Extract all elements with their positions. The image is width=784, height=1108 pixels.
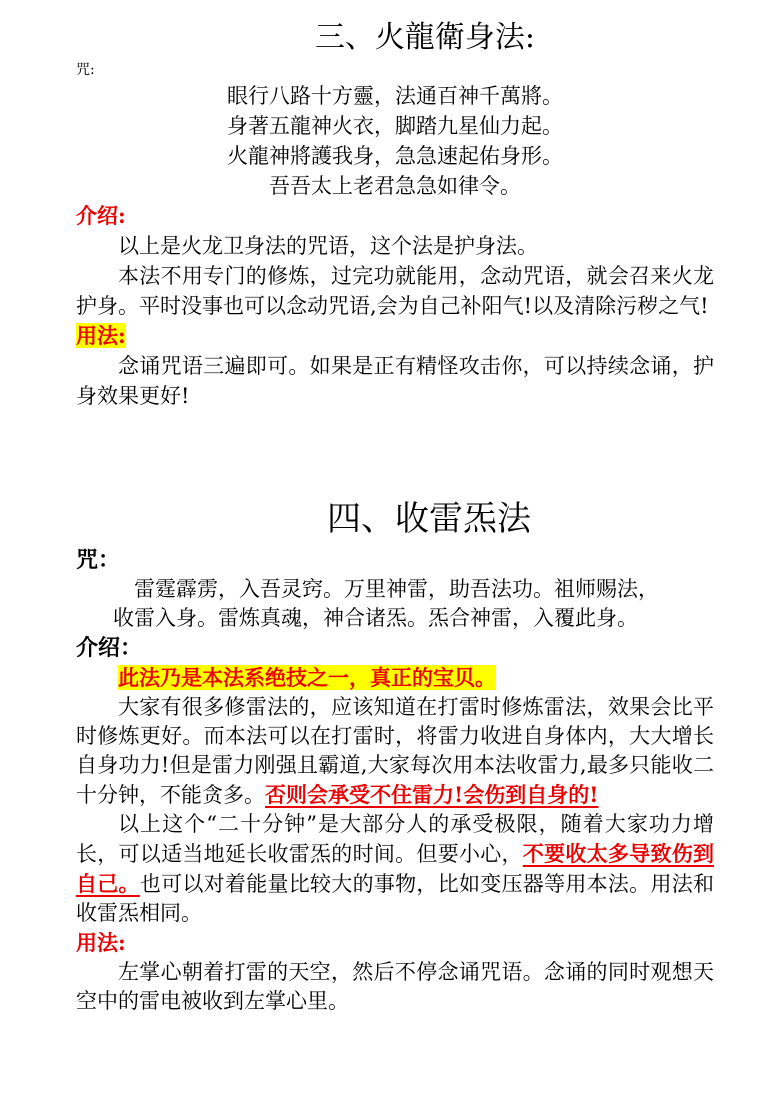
section2-intro-paragraph-1: [76, 693, 714, 810]
section1-intro-paragraph-2: 本法不用专门的修炼，过完功就能用，念动咒语，就会召来火龙护身。平时没事也可以念动咒语,会为自己补阳气!以及清除污秽之气!: [76, 264, 714, 318]
paragraph-text: 也可以对着能量比较大的事物，比如变压器等用本法。用法和收雷炁相同。: [76, 872, 714, 925]
section1-mantra-verse: [76, 81, 714, 201]
section1-usage-paragraph: 念诵咒语三遍即可。如果是正有精怪攻击你，可以持续念诵，护身效果更好!: [76, 354, 714, 408]
mantra-verse-line: 收雷入身。雷炼真魂，神合诸炁。炁合神雷，入覆此身。: [113, 606, 638, 630]
section2-highlight-line: [76, 663, 714, 693]
section2-title: 四、收雷炁法: [327, 499, 531, 539]
section1-usage-label: [76, 321, 714, 351]
underlined-warning-text: 不要收太多导致伤到自己。: [76, 841, 715, 896]
highlighted-warning-text: 此法乃是本法系绝技之一，真正的宝贝。: [118, 665, 496, 690]
section2-mantra-label: 咒：: [76, 547, 121, 573]
section2-usage-label: 用法:: [76, 930, 126, 955]
section2-usage-paragraph: 左掌心朝着打雷的天空，然后不停念诵咒语。念诵的同时观想天空中的雷电被收到左掌心里。: [76, 960, 714, 1013]
mantra-verse-line: 吾吾太上老君急急如律令。: [269, 174, 521, 198]
section2-intro-label: 介绍：: [76, 635, 143, 661]
section2: [76, 497, 714, 1016]
underlined-warning-text: 否则会承受不住雷力!会伤到自身的!: [265, 782, 599, 807]
section1-intro-label: 介绍:: [76, 203, 126, 228]
mantra-verse-line: 身著五龍神火衣，脚踏九星仙力起。: [227, 114, 563, 138]
paragraph-text: 以上这个“二十分钟”是大部分人的承受极限，随着大家功力增长，可以适当地延长收雷炁的时间。但要小心，: [76, 812, 714, 866]
section1-mantra-label: 咒:: [76, 62, 95, 78]
section1-title: 三、火龍衛身法:: [314, 20, 536, 55]
usage-label-highlighted: 用法:: [76, 323, 126, 348]
mantra-verse-line: 火龍神將護我身，急急速起佑身形。: [227, 144, 563, 168]
mantra-verse-line: 雷霆霹雳，入吾灵窍。万里神雷，助吾法功。祖师赐法，: [134, 577, 659, 601]
section-gap: [76, 411, 714, 497]
section2-intro-paragraph-2: [76, 810, 714, 928]
paragraph-text: 大家有很多修雷法的，应该知道在打雷时修炼雷法，效果会比平时修炼更好。而本法可以在打雷时，将雷力收进自身体内，大大增长自身功力!但是雷力刚强且霸道,大家每次用本法收雷力,最多只能收二十分钟，不能贪多。: [76, 695, 714, 807]
section1-intro-paragraph-1: 以上是火龙卫身法的咒语，这个法是护身法。: [118, 234, 538, 258]
mantra-verse-line: 眼行八路十方靈，法通百神千萬將。: [227, 84, 563, 108]
